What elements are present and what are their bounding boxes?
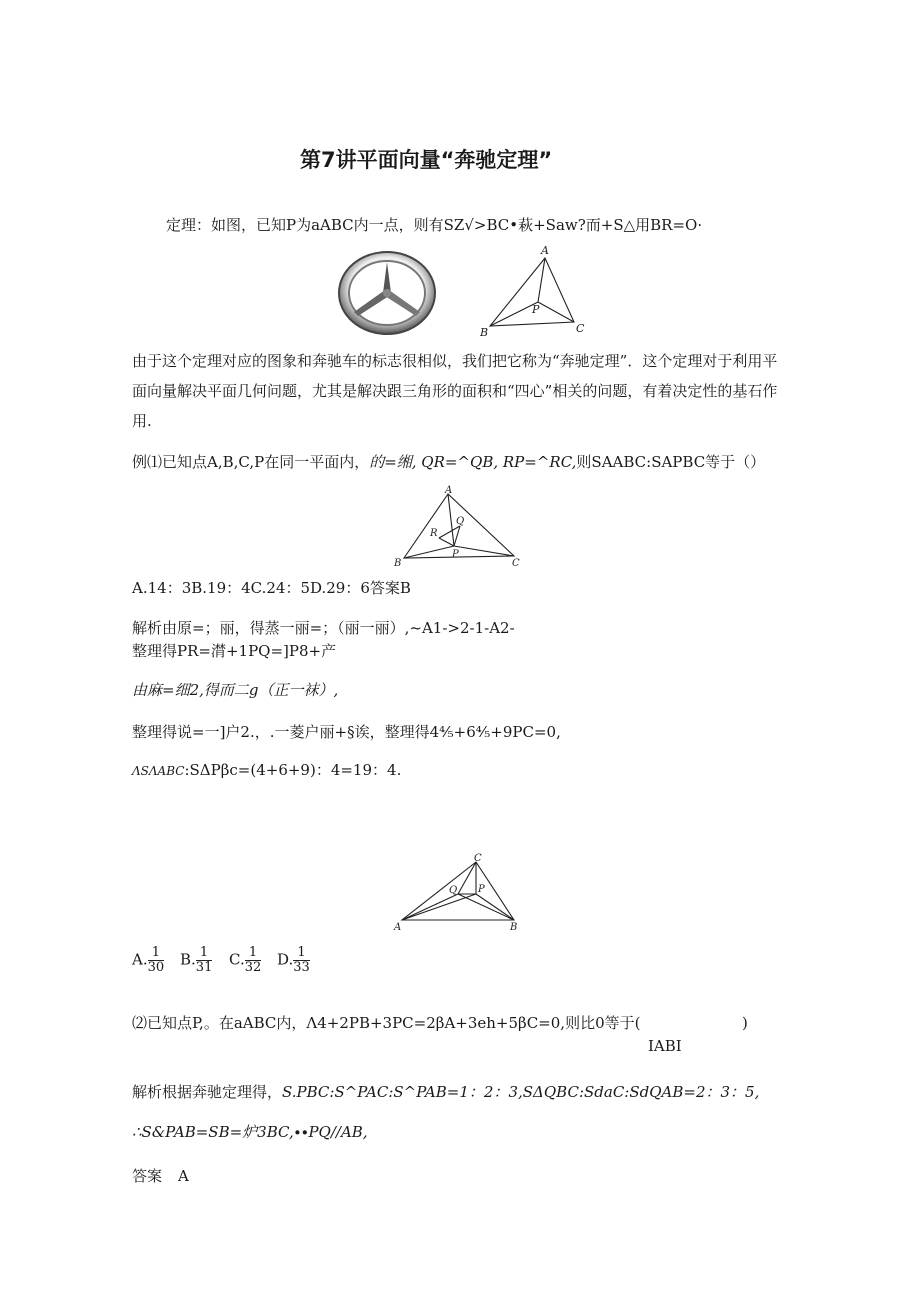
solution-1-line-2: 整理得PR=潸+1PQ=]P8+产 (132, 642, 337, 660)
triangle-figure-2 (392, 484, 526, 570)
solution-2-line-1-ratios: S.PBC:S^PAC:S^PAB=1：2：3,SΔQBC:SdaC:SdQAB=2：3：5, (282, 1083, 760, 1101)
triangle-figure-3 (392, 850, 526, 934)
example-2-paren-close: ) (742, 1014, 748, 1032)
solution-2-line-1-prefix: 解析根据奔驰定理得， (132, 1083, 283, 1101)
fraction: $\frac{1}{32}$ (244, 945, 262, 975)
fig3-label-p: P (478, 884, 485, 895)
answer-line (132, 1166, 189, 1186)
example-1-options: A.14：3B.19：4C.24：5D.29：6答案B (132, 579, 411, 597)
fig3-label-a: A (394, 922, 402, 933)
solution-1-line-5 (132, 760, 401, 781)
example-1-prefix: 例⑴已知点A,B,C,P在同一平面内， (132, 453, 370, 471)
benz-logo-figure (336, 250, 438, 336)
option-b: B. $\frac{1}{31}$ (180, 945, 213, 975)
solution-1-line-5-rest: :SΔPβc=(4+6+9)：4=19：4. (184, 761, 402, 779)
fig2-label-p: P (452, 549, 459, 560)
fig2-label-q: Q (456, 516, 465, 527)
solution-1-line-3: 由麻=细2,得而二g（正一袜）, (132, 681, 339, 699)
solution-1-line-4: 整理得说=一]户2.，.一菱户丽+§诶，整理得4⅘+6⅘+9PC=0, (132, 723, 561, 741)
fig1-label-p: P (532, 303, 540, 316)
fig3-label-q: Q (449, 885, 458, 896)
triangle-figure-1 (478, 244, 588, 338)
fig2-label-b: B (394, 558, 402, 569)
option-a: A. $\frac{1}{30}$ (132, 945, 165, 975)
example-2-stem: ⑵已知点P,。在aABC内，Λ4+2PB+3PC=2βA+3eh+5βC=0,则比0等于( (132, 1014, 641, 1032)
fraction: $\frac{1}{30}$ (147, 945, 165, 975)
answer-value: A (178, 1167, 189, 1185)
fraction: $\frac{1}{31}$ (195, 945, 213, 975)
fig2-label-c: C (512, 558, 520, 569)
fig2-label-a: A (445, 485, 453, 496)
theorem-statement: 定理：如图，已知P为aABC内一点，则有SZ√>BC•萩+Saw?而+S△用BR=O· (166, 216, 703, 234)
fig3-label-c: C (474, 853, 482, 864)
option-d: D. $\frac{1}{33}$ (277, 945, 310, 975)
fraction: $\frac{1}{33}$ (293, 945, 310, 975)
example-1-suffix: 则SAABC:SAPBC等于（） (576, 453, 766, 471)
fig1-label-c: C (576, 322, 585, 335)
example-2-denominator: IABI (648, 1037, 682, 1055)
page-title: 第7讲平面向量“奔驰定理” (300, 148, 553, 172)
fig3-label-b: B (510, 922, 518, 933)
intro-paragraph: 由于这个定理对应的图象和奔驰车的标志很相似，我们把它称为“奔驰定理”．这个定理对于利用平面向量解决平面几何问题，尤其是解决跟三角形的面积和“四心”相关的问题，有着决定性的基石作用. (132, 352, 778, 430)
answer-label: 答案 (132, 1167, 163, 1185)
fig1-label-a: A (541, 244, 549, 257)
solution-2-line-1 (132, 1082, 759, 1102)
solution-1-line-1: 解析由原=；丽，得蒸一丽=；（丽一丽）,~A1->2-1-A2- (132, 619, 515, 637)
example-1-conditions: 的=缃, QR=^QB, RP=^RC, (369, 453, 577, 471)
solution-1-line-5-prefix: ΛSΛABC (132, 764, 185, 778)
fig2-label-r: R (430, 528, 438, 539)
example-1-stem (132, 452, 765, 472)
fig1-label-b: B (480, 326, 489, 338)
solution-2-line-2: ∴S&PAB=SB=炉3BC,∙∙PQ//AB, (132, 1123, 368, 1141)
option-c: C. $\frac{1}{32}$ (229, 945, 262, 975)
